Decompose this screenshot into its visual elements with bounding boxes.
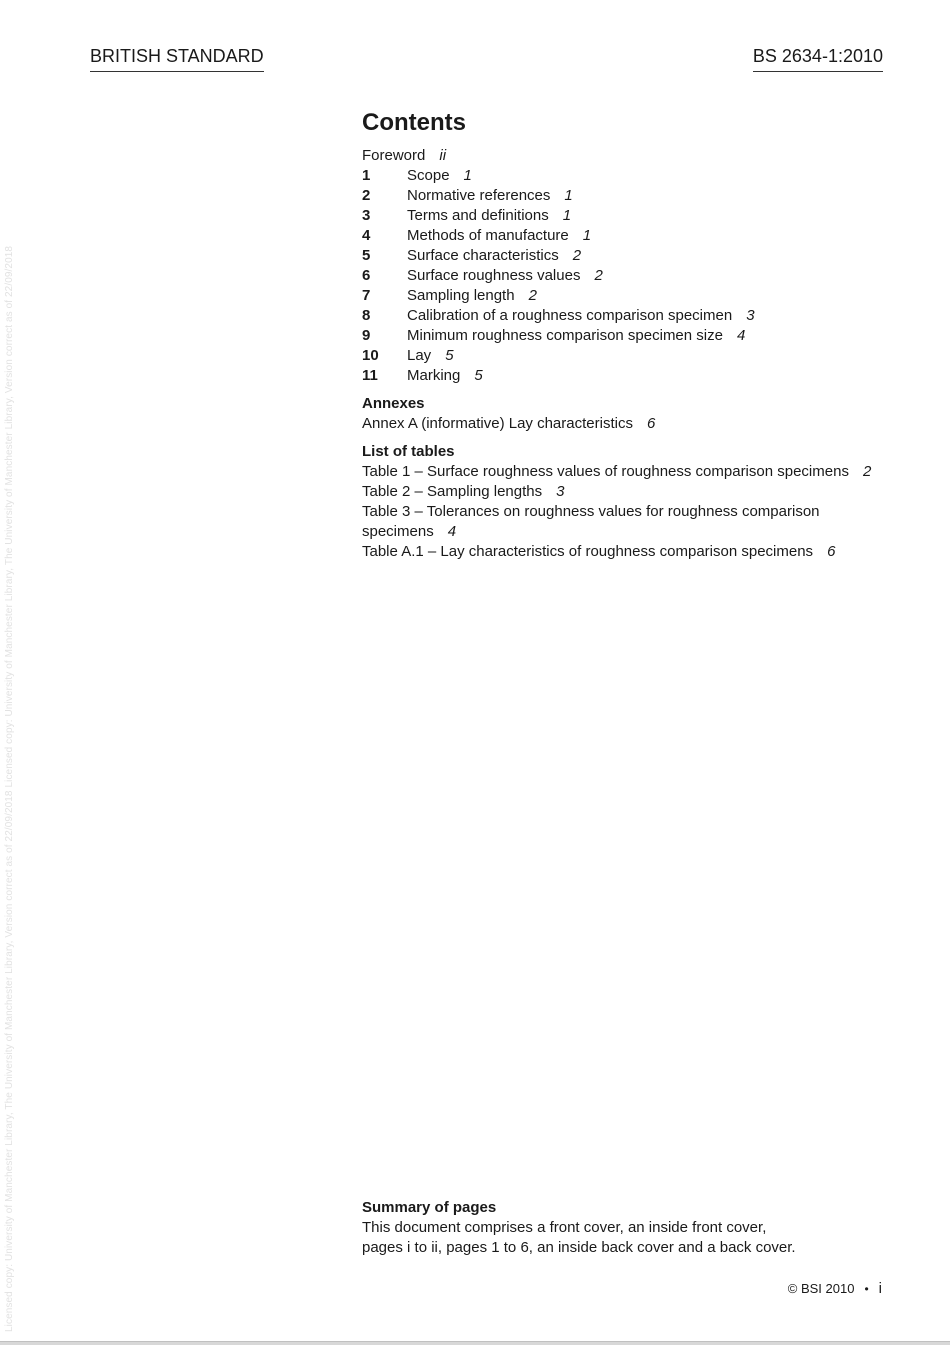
toc-entry-page: 1: [582, 227, 592, 244]
annex-list: [362, 414, 902, 434]
list-of-tables-heading: List of tables: [362, 443, 455, 460]
toc-entry-page: 2: [528, 287, 537, 304]
toc-entry-label: Normative references: [407, 187, 551, 204]
table-entry[interactable]: [362, 502, 902, 542]
toc-entry-page: 2: [594, 267, 603, 284]
toc-clause-number: 2: [362, 187, 371, 204]
toc-clause-number: 5: [362, 247, 371, 264]
license-watermark: Licensed copy: University of Manchester Library, The University of Manchester Library, Version correct as of 22/09/2018 Licensed copy: University of Manchester Library, The University of Manchester Library, Version correct as of 22/09/2018: [4, 245, 15, 1332]
toc-clause-number: 8: [362, 307, 371, 324]
toc-entry-page: 5: [445, 347, 454, 364]
page-bottom-edge: [0, 1341, 950, 1345]
table-entry-page: 4: [447, 523, 457, 540]
table-entry-label: Table 2 – Sampling lengths: [362, 483, 543, 500]
annex-entry-label: Annex A (informative) Lay characteristics: [362, 415, 633, 432]
toc-entry[interactable]: [362, 246, 902, 266]
toc-entry[interactable]: [362, 166, 902, 186]
toc-entry[interactable]: [362, 266, 902, 286]
annex-entry-page: 6: [646, 415, 656, 432]
table-list: [362, 462, 902, 562]
toc-entry-label: Minimum roughness comparison specimen size: [407, 327, 723, 344]
table-entry-label: Table A.1 – Lay characteristics of roughness comparison specimens: [362, 543, 814, 560]
toc-clause-number: 4: [362, 227, 371, 244]
summary-of-pages: [362, 1198, 882, 1258]
toc-entry-page: 4: [736, 327, 746, 344]
toc-clause-number: 10: [362, 347, 379, 364]
summary-heading: Summary of pages: [362, 1199, 497, 1216]
toc-entry-page: 1: [463, 167, 472, 184]
table-entry[interactable]: [362, 542, 902, 562]
toc-entry-page: 1: [562, 207, 572, 224]
table-entry-page: 2: [862, 463, 872, 480]
toc-entry-label: Methods of manufacture: [407, 227, 569, 244]
contents-title: Contents: [362, 109, 466, 136]
toc-clause-number: 3: [362, 207, 371, 224]
toc-entry[interactable]: [362, 206, 902, 226]
table-entry-label: Table 1 – Surface roughness values of roughness comparison specimens: [362, 463, 849, 480]
toc-entry-label: Marking: [407, 367, 461, 384]
table-entry-page: 3: [556, 483, 565, 500]
toc-entry-foreword[interactable]: [362, 146, 902, 166]
toc-entry[interactable]: [362, 306, 902, 326]
toc-entry[interactable]: [362, 326, 902, 346]
table-entry-page: 6: [827, 543, 836, 560]
toc-clause-number: 7: [362, 287, 371, 304]
page-number: i: [878, 1280, 882, 1297]
toc-entry-label: Scope: [407, 167, 450, 184]
table-entry-label: Table 3 – Tolerances on roughness values for roughness comparison specimens: [362, 503, 820, 540]
toc-entry[interactable]: [362, 186, 902, 206]
toc-entry-page: 2: [572, 247, 582, 264]
toc-entry-label: Terms and definitions: [407, 207, 549, 224]
page-footer: [788, 1279, 882, 1299]
toc-entry-label: Foreword: [362, 147, 426, 164]
toc-entry-label: Surface characteristics: [407, 247, 559, 264]
toc-entry-label: Lay: [407, 347, 432, 364]
toc-entry-label: Sampling length: [407, 287, 515, 304]
toc-entry-page: ii: [439, 147, 447, 164]
toc-entry-page: 1: [564, 187, 573, 204]
annexes-heading: Annexes: [362, 395, 425, 412]
toc-entry[interactable]: [362, 366, 902, 386]
toc-entry[interactable]: [362, 346, 902, 366]
toc-clause-number: 11: [362, 367, 378, 384]
standard-type-header: BRITISH STANDARD: [90, 46, 264, 72]
toc-entry[interactable]: [362, 226, 902, 246]
toc-entry-page: 5: [474, 367, 483, 384]
toc-clause-number: 1: [362, 167, 371, 184]
toc-clause-number: 6: [362, 267, 371, 284]
standard-number-header: BS 2634-1:2010: [753, 46, 883, 72]
summary-line-1: This document comprises a front cover, an inside front cover,: [362, 1219, 767, 1236]
copyright-notice: © BSI 2010: [787, 1281, 855, 1296]
toc-clause-list: [362, 166, 902, 386]
toc-entry[interactable]: [362, 286, 902, 306]
toc-entry-label: Calibration of a roughness comparison specimen: [407, 307, 733, 324]
annex-entry[interactable]: [362, 414, 902, 434]
summary-line-2: pages i to ii, pages 1 to 6, an inside back cover and a back cover.: [362, 1239, 796, 1256]
toc-entry-label: Surface roughness values: [407, 267, 581, 284]
toc-clause-number: 9: [362, 327, 371, 344]
table-entry[interactable]: [362, 462, 902, 482]
table-entry[interactable]: [362, 482, 902, 502]
toc-entry-page: 3: [746, 307, 755, 324]
bullet-separator: •: [864, 1282, 869, 1296]
table-of-contents: [362, 108, 902, 562]
